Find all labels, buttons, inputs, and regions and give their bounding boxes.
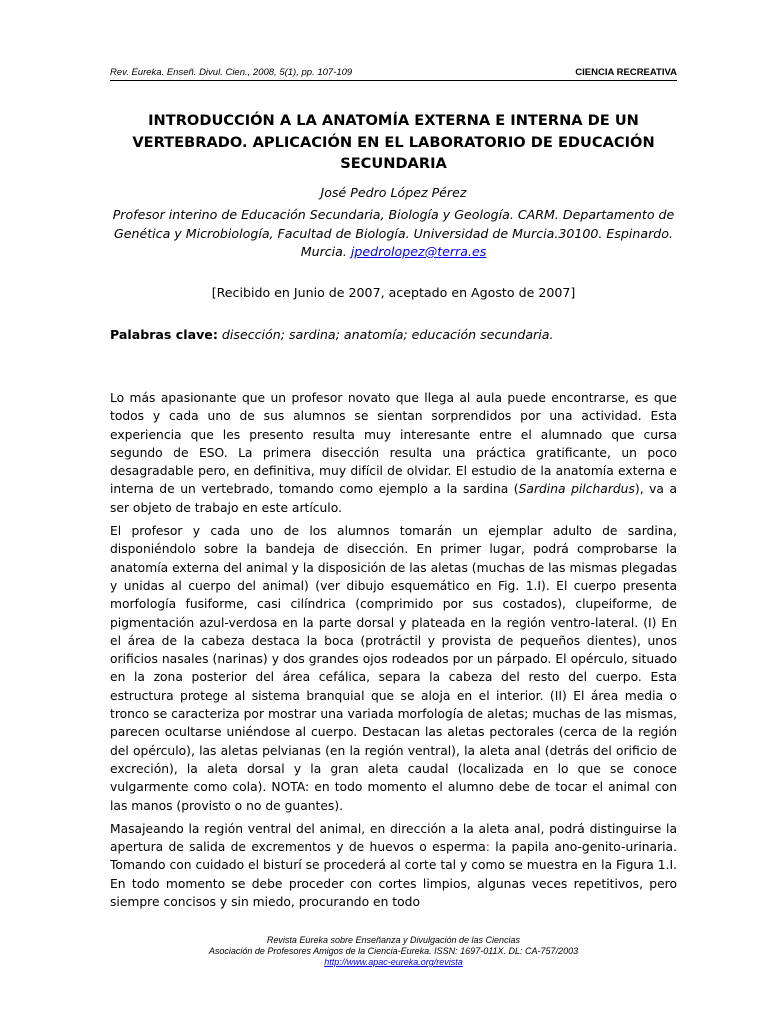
running-header — [110, 67, 677, 81]
footer-journal: Revista Eureka sobre Enseñanza y Divulgación de las Ciencias — [266, 935, 521, 945]
article-body — [110, 389, 677, 916]
species-name: Sardina pilchardus — [518, 482, 635, 497]
paragraph-3-text: Masajeando la región ventral del animal, en dirección a la aleta anal, podrá distinguirse la apertura de salida de excrementos y de huevos o esperma — [110, 821, 677, 855]
author-name: José Pedro López Pérez — [320, 185, 467, 200]
paragraph-2: El profesor y cada uno de los alumnos tomarán un ejemplar adulto de sardina, disponiéndolo sobre la bandeja de disección. En primer lugar, podrá comprobarse la anatomía externa del animal y la disposición de las aletas (muchas de las mismas plegadas y unidas al cuerpo del animal) (ver dibujo esquemático en Fig. 1.I). El cuerpo presenta morfología fusiforme, casi cilíndrica (comprimido por sus costados), clupeiforme, de pigmentación azul-verdosa en la parte dorsal y plateada en la región ventro-lateral. (I) En el área de la cabeza destaca la boca (protráctil y provista de pequeños dientes), unos orificios nasales (narinas) y dos grandes ojos rodeados por un párpado. El opérculo, situado en la zona posterior del área cefálica, separa la cabeza del resto del cuerpo. Esta estructura protege al sistema branquial que se aloja en el interior. (II) El área media o tronco se caracteriza por mostrar una variada morfología de aletas; muchas de las mismas, parecen ocultarse uniéndose al cuerpo. Destacan las aletas pectorales (cerca de la región del opérculo), las aletas pelvianas (en la región ventral), la aleta anal (detrás del orificio de excreción), la aleta dorsal y la gran aleta caudal (localizada en lo que se conoce vulgarmente como cola). NOTA: en todo momento el alumno debe de tocar el animal con las manos (provisto o no de guantes). — [110, 524, 677, 813]
keywords-value: disección; sardina; anatomía; educación secundaria. — [221, 327, 554, 342]
paragraph-1-text: Lo más apasionante que un profesor novato que llega al aula puede encontrarse, es que todos y cada uno de sus alumnos se sientan sorprendidos por una actividad. Esta experiencia que les presento resulta muy interesante entre el alumnado que cursa segundo de ESO. La primera disección resulta una práctica gratificante, un poco desagradable pero, en definitiva, muy difícil de olvidar. El estudio de la anatomía externa e interna de un vertebrado, tomando como ejemplo a la sardina ( — [110, 391, 677, 497]
footer-publisher: Asociación de Profesores Amigos de la Ciencia-Eureka. ISSN: 1697-011X. DL: CA-757/2003 — [208, 946, 579, 956]
highlighted-colon: : — [485, 840, 490, 855]
received-dates: [Recibido en Junio de 2007, aceptado en Agosto de 2007] — [211, 285, 576, 300]
paragraph-3 — [110, 820, 677, 911]
affiliation-text: Profesor interino de Educación Secundaria, Biología y Geología. CARM. Departamento de Genética y Microbiología, Facultad de Biología. Universidad de Murcia.30100. Espinardo. Murcia. — [112, 207, 675, 259]
keywords-label: Palabras clave: — [110, 327, 218, 342]
paragraph-3-text-end: la papila ano-genito-urinaria. Tomando con cuidado el bisturí se procederá al corte tal y como se muestra en la Figura 1.I. En todo momento se debe proceder con cortes limpios, algunas veces repetitivos, pero siempre concisos y sin miedo, procurando en todo — [110, 840, 677, 910]
paragraph-1 — [110, 389, 677, 517]
page-footer — [110, 935, 677, 968]
article-title: INTRODUCCIÓN A LA ANATOMÍA EXTERNA E INTERNA DE UN VERTEBRADO. APLICACIÓN EN EL LABORATORIO DE EDUCACIÓN SECUNDARIA — [132, 112, 655, 172]
paragraph-1-text-end: ), va a ser objeto de trabajo en este artículo. — [110, 482, 678, 515]
section-label: CIENCIA RECREATIVA — [575, 67, 677, 78]
keywords — [110, 327, 677, 342]
author-affiliation — [110, 206, 677, 262]
author-email-link[interactable]: jpedrolopez@terra.es — [350, 244, 487, 259]
footer-url-link[interactable]: http://www.apac-eureka.org/revista — [324, 957, 463, 967]
journal-citation: Rev. Eureka. Enseñ. Divul. Cien., 2008, 5(1), pp. 107-109 — [110, 67, 353, 78]
